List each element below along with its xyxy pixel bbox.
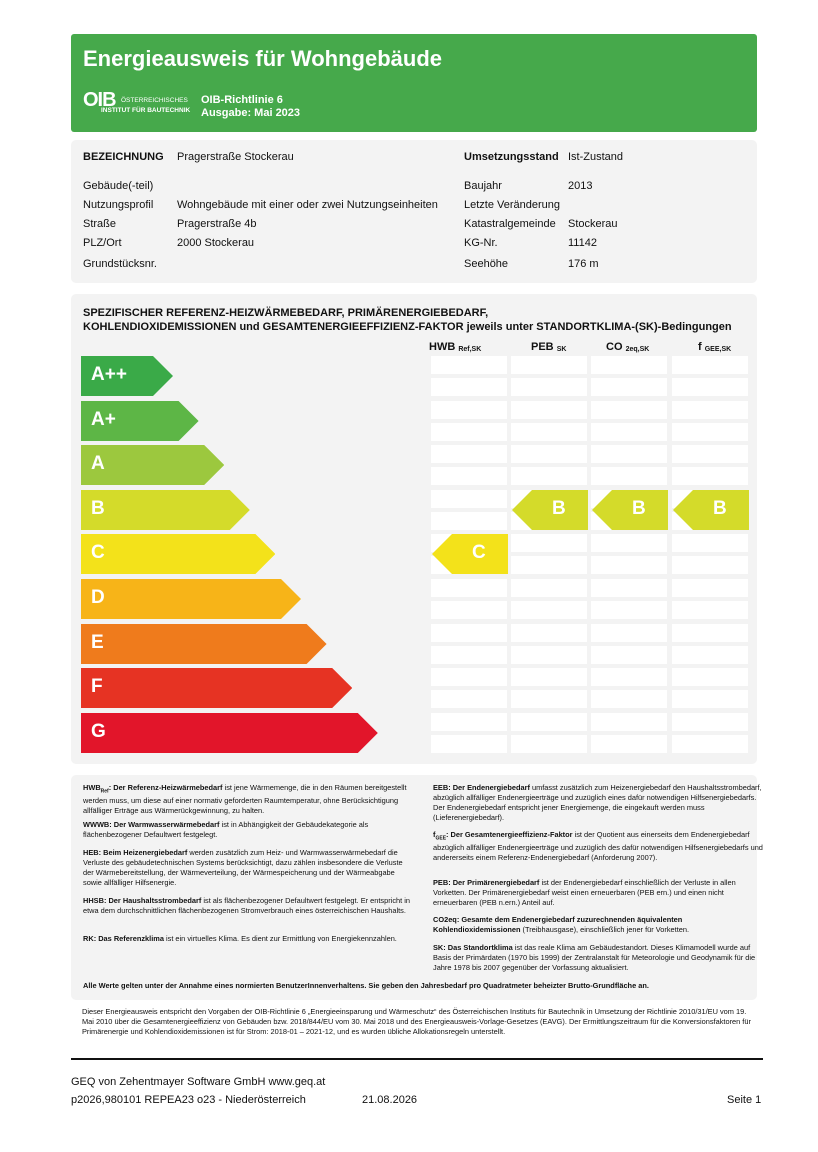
rating-grid-cell xyxy=(591,423,667,441)
rating-grid-cell xyxy=(431,467,507,485)
definition-term-name: HHSB xyxy=(83,896,104,905)
definition-term-sub: GEE xyxy=(435,835,447,842)
info-label-4-0: PLZ/Ort xyxy=(83,237,122,249)
rating-grid-cell xyxy=(591,356,667,374)
rating-grid-cell xyxy=(672,735,748,753)
info-label-5-2: Seehöhe xyxy=(464,258,509,270)
rating-grid-cell xyxy=(591,601,667,619)
footer-vendor: GEQ von Zehentmayer Software GmbH www.geq.at xyxy=(71,1076,326,1088)
energy-class-arrow-3 xyxy=(81,490,250,530)
energy-class-arrow-8 xyxy=(81,713,378,753)
definition-text: ist jene Wärmemenge, die in den Räumen bereitgestellt werden muss, um diese auf einer normativ geforderten Raumtemperatur, ohne Berücksichtigung allfälliger Erträge aus Wärmerückgewinnung, zu halten. xyxy=(83,783,407,816)
rating-grid-cell xyxy=(431,601,507,619)
oib-logo-line2: INSTITUT FÜR BAUTECHNIK xyxy=(101,107,191,114)
definition-text: ist der Quotient aus einerseits dem Endenergiebedarf abzüglich allfälliger Endenergieerträge und zuzüglich des dafür notwendigen Hilfsenergiebedarfs und andererseits einem Referenz-Endenergiebedarf (Anforderung 2007). xyxy=(433,830,763,863)
rating-grid-cell xyxy=(511,668,587,686)
energy-class-arrow-6 xyxy=(81,624,327,664)
rating-grid-cell xyxy=(431,735,507,753)
energy-class-arrow-7 xyxy=(81,668,352,708)
rating-grid-cell xyxy=(591,690,667,708)
rating-grid-cell xyxy=(672,624,748,642)
energy-class-label: A xyxy=(91,453,105,475)
oib-logo xyxy=(83,89,193,123)
rating-grid-cell xyxy=(431,490,507,508)
definition-term-name: HEB xyxy=(83,848,99,857)
rating-result-indicator-2 xyxy=(592,490,668,530)
definition-term-rest: : Der Haushaltsstrombedarf xyxy=(103,896,202,905)
definition-text: ist als flächenbezogener Defaultwert festgelegt. Er entspricht in etwa dem durchschnittlichen flächenbezogenen Stromverbrauch eines österreichischen Haushalts. xyxy=(83,896,410,915)
rating-grid-cell xyxy=(511,556,587,574)
definition-term xyxy=(83,934,164,943)
energy-class-arrow-4 xyxy=(81,534,275,574)
rating-grid-cell xyxy=(672,467,748,485)
rating-column-header-sub: GEE,SK xyxy=(704,346,732,353)
definition-right-1 xyxy=(433,830,763,863)
rating-grid-cell xyxy=(511,401,587,419)
rating-grid-cell xyxy=(591,624,667,642)
definition-term-rest: : Der Warmwasserwärmebedarf xyxy=(109,820,220,829)
definition-term-rest: : Der Primärenergiebedarf xyxy=(448,878,540,887)
energy-class-label: D xyxy=(91,587,105,608)
footer-page-number: Seite 1 xyxy=(727,1094,762,1106)
definition-text: ist ein virtuelles Klima. Es dient zur Ermittlung von Energiekennzahlen. xyxy=(163,934,397,943)
info-label-3-0: Straße xyxy=(83,218,117,230)
definition-term-name: SK xyxy=(433,943,444,952)
definition-right-4 xyxy=(433,943,763,973)
rating-grid-cell xyxy=(511,356,587,374)
rating-grid-cell xyxy=(591,735,667,753)
rating-column-header-main: CO xyxy=(606,341,626,353)
rating-grid-cell xyxy=(591,556,667,574)
energy-class-label: A+ xyxy=(91,408,116,430)
definition-term-rest: : Der Referenz-Heizwärmebedarf xyxy=(108,783,223,792)
rating-column-header-1 xyxy=(531,341,566,353)
definitions-panel xyxy=(71,775,763,1000)
rating-heading xyxy=(83,306,732,334)
rating-grid-cell xyxy=(672,401,748,419)
definition-text: ist der Endenergiebedarf einschließlich der Verluste in allen Vorketten. Der Primärenergiebedarf weist einen erneuerbaren (PEB ern.) und einen nicht erneuerbaren (PEB n.ern.) Anteil auf. xyxy=(433,878,736,907)
rating-grid-cell xyxy=(672,646,748,664)
definition-text: ist in Abhängigkeit der Gebäudekategorie als flächenbezogener Defaultwert festgelegt. xyxy=(83,820,369,839)
rating-grid-cell xyxy=(591,713,667,731)
definition-left-2 xyxy=(83,848,413,888)
building-info-panel xyxy=(71,140,757,283)
rating-result-indicator-1 xyxy=(512,490,588,530)
info-value-3-3: Stockerau xyxy=(568,218,618,230)
rating-grid-cell xyxy=(431,668,507,686)
rating-grid-cell xyxy=(511,646,587,664)
rating-grid-cell xyxy=(431,423,507,441)
footer-date: 21.08.2026 xyxy=(362,1094,418,1106)
rating-grid-cell xyxy=(672,423,748,441)
info-value-1-3: 2013 xyxy=(568,180,593,192)
definition-left-0 xyxy=(83,783,413,816)
energy-rating-panel xyxy=(71,294,757,764)
rating-result-indicator-3 xyxy=(673,490,749,530)
info-label-2-0: Nutzungsprofil xyxy=(83,199,154,211)
energy-class-label: C xyxy=(91,542,105,564)
rating-grid-cell xyxy=(511,713,587,731)
rating-grid-cell xyxy=(672,378,748,396)
rating-grid-cell xyxy=(511,601,587,619)
info-label-1-0: Gebäude(-teil) xyxy=(83,180,154,192)
definition-term-name: HWB xyxy=(83,783,101,792)
definition-term-rest: : Der Endenergiebedarf xyxy=(448,783,530,792)
rating-column-header-0 xyxy=(429,341,481,353)
info-value-4-1: 2000 Stockerau xyxy=(177,237,255,249)
rating-grid-cell xyxy=(672,534,748,552)
definition-term-rest: : Der Gesamtenergieeffizienz-Faktor xyxy=(446,830,573,839)
rating-grid-cell xyxy=(431,690,507,708)
rating-grid-cell xyxy=(672,668,748,686)
rating-grid-cell xyxy=(431,401,507,419)
rating-grid-cell xyxy=(591,646,667,664)
definition-term-name: RK xyxy=(83,934,94,943)
rating-grid-cell xyxy=(672,690,748,708)
definition-right-0 xyxy=(433,783,763,823)
definition-term xyxy=(83,820,220,829)
rating-column-header-sub: SK xyxy=(556,346,567,353)
definition-text: werden zusätzlich zum Heiz- und Warmwasserwärmebedarf die Verluste des gebäudetechnischen Systems berücksichtigt, dazu zählen insbesondere die Verluste der Wärmebereitstellung, der Wärmeverteilung, der Wärmespeicherung und der Wärmeabgabe sowie allfälliger Hilfsenergie. xyxy=(83,848,403,887)
rating-grid-cell xyxy=(511,534,587,552)
rating-column-header-sub: 2eq,SK xyxy=(625,346,650,353)
rating-grid-cell xyxy=(591,467,667,485)
definition-right-3 xyxy=(433,915,763,935)
definition-term-rest: : Das Referenzklima xyxy=(93,934,164,943)
definition-text: (Treibhausgase), einschließlich jener für Vorketten. xyxy=(520,925,690,934)
definition-left-1 xyxy=(83,820,413,840)
rating-grid-cell xyxy=(672,556,748,574)
rating-heading-line1: SPEZIFISCHER REFERENZ-HEIZWÄRMEBEDARF, PRIMÄRENERGIEBEDARF, xyxy=(83,307,489,319)
rating-grid-cell xyxy=(672,356,748,374)
rating-grid-cell xyxy=(591,445,667,463)
definition-term xyxy=(83,848,187,857)
definition-term xyxy=(433,943,513,952)
info-value-3-1: Pragerstraße 4b xyxy=(177,218,257,230)
oib-logo-line1: ÖSTERREICHISCHES xyxy=(121,97,188,104)
rating-grid-cell xyxy=(511,445,587,463)
energy-class-arrow-2 xyxy=(81,445,224,485)
oib-logo-abbr: OIB xyxy=(83,89,116,111)
rating-result-class: B xyxy=(632,497,646,519)
guideline-edition: Ausgabe: Mai 2023 xyxy=(201,107,301,119)
rating-grid-cell xyxy=(591,534,667,552)
definition-term-name: EEB xyxy=(433,783,449,792)
rating-grid-cell xyxy=(511,467,587,485)
rating-grid-cell xyxy=(591,668,667,686)
definition-term-name: WWWB xyxy=(83,820,110,829)
definition-left-4 xyxy=(83,934,413,944)
definition-term-name: PEB xyxy=(433,878,449,887)
definition-term xyxy=(83,896,201,905)
rating-grid-cell xyxy=(511,378,587,396)
definition-text: umfasst zusätzlich zum Heizenergiebedarf den Haushaltsstrombedarf, abzüglich allfälliger Endenergieerträge und zuzüglich eines dafür notwendigen Hilfsenergiebedarfs. Der Endenergiebedarf entspricht jener Energiemenge, die eingekauft werden muss (Lieferenergiebedarf). xyxy=(433,783,762,822)
rating-grid-cell xyxy=(511,690,587,708)
rating-grid-cell xyxy=(431,445,507,463)
info-label-0-2: Umsetzungsstand xyxy=(464,151,559,163)
footer-doc-id: p2026,980101 REPEA23 o23 - Niederösterreich xyxy=(71,1094,306,1106)
energy-class-label: F xyxy=(91,676,103,698)
rating-grid-cell xyxy=(672,713,748,731)
rating-result-class: B xyxy=(713,497,727,519)
info-label-1-2: Baujahr xyxy=(464,180,502,192)
rating-grid-cell xyxy=(431,646,507,664)
definition-term xyxy=(433,783,530,792)
energy-class-label: B xyxy=(91,497,105,519)
rating-grid-cell xyxy=(591,378,667,396)
rating-column-header-sub: Ref,SK xyxy=(458,346,482,353)
rating-grid-cell xyxy=(511,735,587,753)
definition-left-3 xyxy=(83,896,413,916)
rating-grid-cell xyxy=(511,579,587,597)
energy-class-label: E xyxy=(91,631,104,653)
definition-term xyxy=(433,878,539,887)
info-value-2-1: Wohngebäude mit einer oder zwei Nutzungseinheiten xyxy=(177,199,438,211)
rating-grid-cell xyxy=(672,445,748,463)
info-label-4-2: KG-Nr. xyxy=(464,237,498,249)
document-title: Energieausweis für Wohngebäude xyxy=(83,46,442,71)
rating-grid-cell xyxy=(431,624,507,642)
energy-class-label: A++ xyxy=(91,364,127,385)
rating-grid-cell xyxy=(431,579,507,597)
rating-column-header-main: HWB xyxy=(429,341,459,353)
definition-term-rest: : Das Standortklima xyxy=(443,943,513,952)
rating-grid-cell xyxy=(672,579,748,597)
rating-column-header-main: f xyxy=(698,341,705,353)
rating-column-header-3 xyxy=(698,341,731,353)
info-label-5-0: Grundstücksnr. xyxy=(83,258,157,270)
energy-class-arrow-1 xyxy=(81,401,199,441)
definition-term xyxy=(83,783,223,795)
definition-right-2 xyxy=(433,878,763,908)
rating-result-class: C xyxy=(472,542,486,564)
footer-divider xyxy=(71,1058,763,1060)
guideline-name: OIB-Richtlinie 6 xyxy=(201,94,283,106)
definitions-footnote: Alle Werte gelten unter der Annahme eines normierten BenutzerInnenverhaltens. Sie geben den Jahresbedarf pro Quadratmeter beheizter Brutto-Grundfläche an. xyxy=(83,981,649,990)
certificate-header xyxy=(71,34,757,132)
info-value-0-3: Ist-Zustand xyxy=(568,151,624,163)
rating-grid-cell xyxy=(591,579,667,597)
definition-term-rest: : Beim Heizenergiebedarf xyxy=(98,848,188,857)
rating-grid-cell xyxy=(672,601,748,619)
info-label-3-2: Katastralgemeinde xyxy=(464,218,556,230)
rating-grid-cell xyxy=(431,512,507,530)
definition-text: ist das reale Klima am Gebäudestandort. Dieses Klimamodell wurde auf Basis der Primärdaten (1970 bis 1999) der Zentralanstalt für Meteorologie und Geodynamik für die Jahre 1978 bis 2007 gegenüber der Vorfassung aktualisiert. xyxy=(433,943,756,972)
energy-class-label: G xyxy=(91,720,106,742)
rating-column-header-2 xyxy=(606,341,649,353)
rating-grid-cell xyxy=(511,423,587,441)
rating-result-class: B xyxy=(552,497,566,519)
info-label-2-2: Letzte Veränderung xyxy=(464,199,561,211)
info-value-5-3: 176 m xyxy=(568,258,599,270)
rating-column-header-main: PEB xyxy=(531,341,557,353)
definition-term-name: f xyxy=(433,830,436,839)
rating-grid-cell xyxy=(511,624,587,642)
info-value-4-3: 11142 xyxy=(568,237,597,249)
info-value-0-1: Pragerstraße Stockerau xyxy=(177,151,294,163)
definition-term-name: CO2eq xyxy=(433,915,457,924)
energy-class-arrow-0 xyxy=(81,356,173,396)
rating-grid-cell xyxy=(431,356,507,374)
rating-heading-line2: KOHLENDIOXIDEMISSIONEN und GESAMTENERGIEEFFIZIENZ-FAKTOR jeweils unter STANDORTKLIMA-(SK)-Bedingungen xyxy=(83,321,732,333)
definition-term-sub: Ref xyxy=(100,788,109,795)
rating-grid-cell xyxy=(431,713,507,731)
definition-term xyxy=(433,830,573,842)
rating-grid-cell xyxy=(591,401,667,419)
rating-grid-cell xyxy=(431,378,507,396)
legal-disclaimer: Dieser Energieausweis entspricht den Vorgaben der OIB-Richtlinie 6 „Energieeinsparung und Wärmeschutz“ des Österreichischen Instituts für Bautechnik in Umsetzung der Richtlinie 2010/31/EU vom 19. Mai 2010 über die Gesamtenergieeffizienz von Gebäuden bzw. 2018/844/EU vom 30. Mai 2018 und des Energieausweis-Vorlage-Gesetzes (EAVG). Der Ermittlungszeitraum für die Konversionsfaktoren für Primärenergie und Kohlendioxidemissionen ist für Strom: 2018-01 – 2021-12, und es wurden übliche Allokationsregeln unterstellt. xyxy=(82,1007,751,1036)
rating-result-indicator-0 xyxy=(432,534,508,574)
definition-term-rest: : Gesamte dem Endenergiebedarf zuzurechnenden äquivalenten Kohlendioxidemissionen xyxy=(433,915,683,934)
guideline-info xyxy=(201,94,300,120)
energy-class-arrow-5 xyxy=(81,579,301,619)
info-label-0-0: BEZEICHNUNG xyxy=(83,151,164,163)
